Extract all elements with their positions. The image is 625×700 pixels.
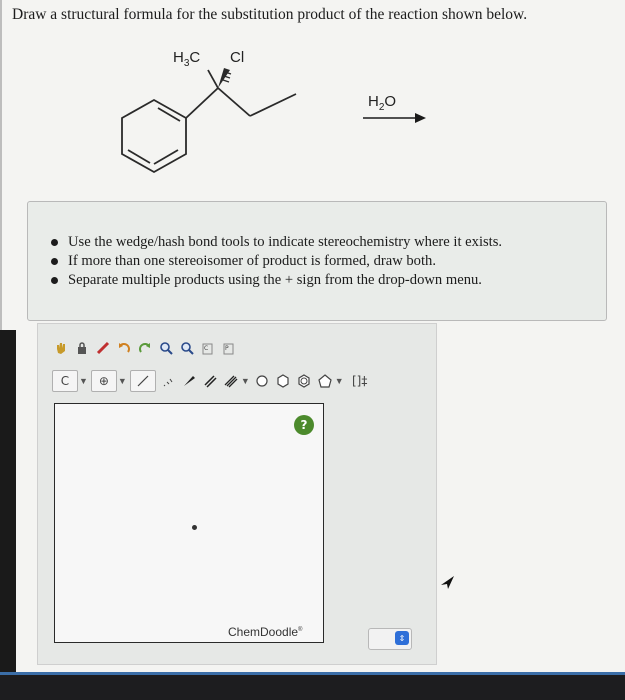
chlorine-label: Cl (230, 49, 245, 66)
bullet-icon (51, 258, 58, 265)
wedge-bond-icon[interactable] (180, 371, 198, 391)
instruction-text: Use the wedge/hash bond tools to indicate stereochemistry where it exists. (68, 234, 503, 250)
bottom-bar (0, 672, 625, 700)
help-label: ? (300, 418, 308, 432)
carbon-tool-button[interactable] (52, 370, 78, 392)
methyl-label (173, 49, 200, 69)
pentagon-ring-icon[interactable] (316, 371, 334, 391)
canvas-dot (192, 525, 197, 530)
chevron-down-icon[interactable]: ▼ (240, 376, 250, 386)
reaction-arrow (415, 113, 426, 123)
instruction-item (68, 271, 502, 290)
help-icon[interactable] (294, 415, 314, 435)
brand-mark: ® (298, 627, 303, 633)
drawing-canvas[interactable] (54, 403, 324, 643)
instructions-panel (27, 201, 607, 321)
zoom-in-icon[interactable] (157, 338, 175, 358)
instruction-text: Separate multiple products using the + sign from the drop-down menu. (68, 272, 482, 288)
cyclohexane-icon[interactable] (274, 371, 292, 391)
brand-name: ChemDoodle (228, 625, 299, 639)
chevron-down-icon[interactable]: ▼ (117, 376, 127, 386)
pan-hand-icon[interactable] (52, 338, 70, 358)
copy-icon[interactable] (199, 338, 217, 358)
bottom-accent (0, 672, 625, 675)
chevron-down-icon[interactable]: ▼ (334, 376, 344, 386)
cyclopropane-icon[interactable] (253, 371, 271, 391)
chemdoodle-editor (37, 323, 437, 665)
answer-stepper[interactable] (368, 628, 412, 650)
double-bond-icon[interactable] (201, 371, 219, 391)
hash-bond-icon[interactable] (159, 371, 177, 391)
instruction-item (68, 233, 502, 252)
svg-text:C: C (204, 345, 209, 352)
single-bond-tool[interactable] (130, 370, 156, 392)
chevron-down-icon[interactable]: ▼ (79, 376, 88, 386)
charge-tool-button[interactable] (91, 370, 117, 392)
paste-icon[interactable] (220, 338, 238, 358)
toolbar-bottom (52, 370, 373, 392)
charge-tool-label: ⊕ (98, 374, 109, 388)
mouse-cursor-icon (440, 575, 456, 591)
bracket-tool-label: []‡ (352, 374, 368, 388)
toolbar-top (52, 338, 238, 358)
zoom-out-icon[interactable] (178, 338, 196, 358)
question-text: Draw a structural formula for the substitution product of the reaction shown below. (12, 6, 528, 23)
instruction-text: If more than one stereoisomer of product is formed, draw both. (68, 253, 436, 269)
lasso-icon[interactable] (73, 338, 91, 358)
undo-icon[interactable] (115, 338, 133, 358)
benzene-icon[interactable] (295, 371, 313, 391)
reagent-label: $H_2O$ (368, 93, 397, 113)
carbon-tool-label: C (60, 374, 70, 388)
bracket-tool[interactable] (347, 371, 373, 391)
triple-bond-icon[interactable] (222, 371, 240, 391)
methyl-text: $H_3C$ (173, 49, 201, 69)
bullet-icon (51, 239, 58, 246)
left-edge-strip (0, 330, 16, 680)
eraser-icon[interactable] (94, 338, 112, 358)
svg-text:P: P (225, 345, 229, 352)
bullet-icon (51, 277, 58, 284)
chemdoodle-logo (228, 625, 302, 639)
redo-icon[interactable] (136, 338, 154, 358)
instruction-item (68, 252, 502, 271)
stepper-arrows-icon[interactable]: ⇕ (395, 631, 409, 645)
